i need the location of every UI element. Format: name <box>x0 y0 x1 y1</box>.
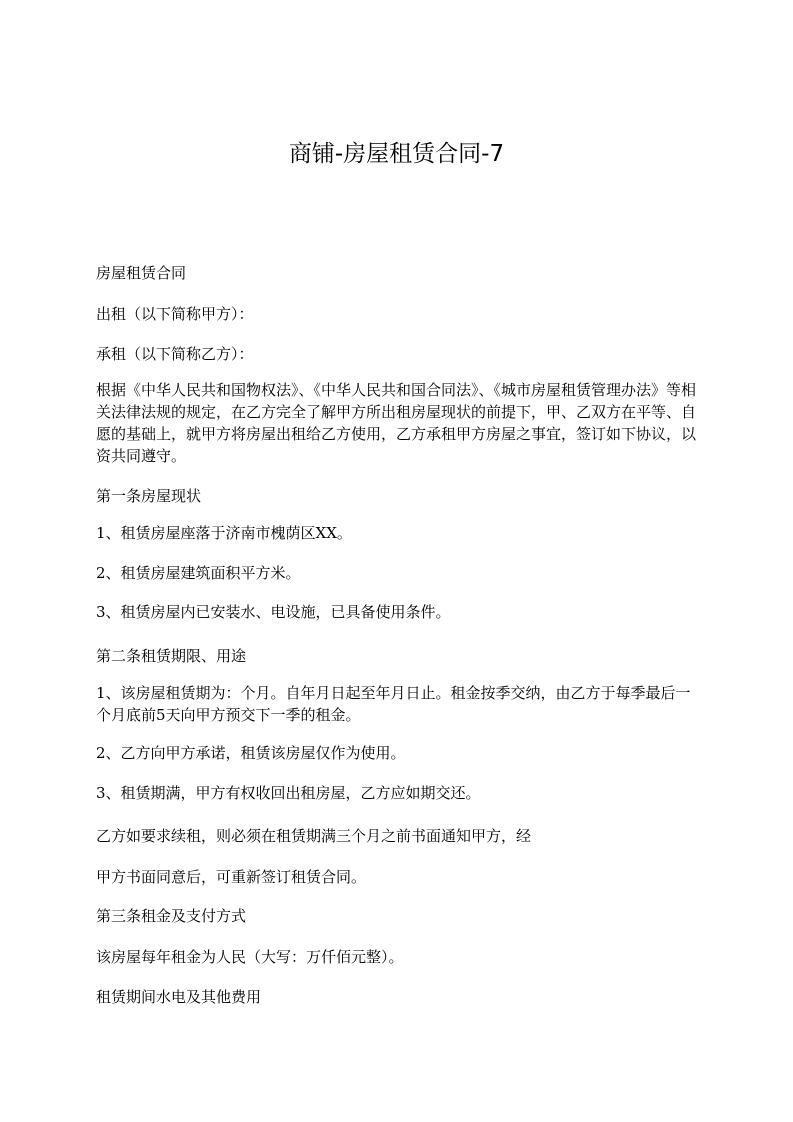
paragraph-1-3: 3、租赁房屋内已安装水、电设施，已具备使用条件。 <box>96 603 451 621</box>
paragraph-2-1: 1、该房屋租赁期为：个月。自年月日起至年月日止。租金按季交纳，由乙方于每季最后一个月底前5天向甲方预交下一季的租金。 <box>96 684 691 724</box>
paragraph-preamble: 根据《中华人民共和国物权法》、《中华人民共和国合同法》、《城市房屋租赁管理办法》等相关法律法规的规定，在乙方完全了解甲方所出租房屋现状的前提下，甲、乙双方在平等、自愿的基础上，就甲方将房屋出租给乙方使用，乙方承租甲方房屋之事宜，签订如下协议，以资共同遵守。 <box>96 381 697 465</box>
section-heading-1: 第一条房屋现状 <box>96 487 202 505</box>
document-title: 商铺-房屋租赁合同-7 <box>288 141 505 167</box>
paragraph-3-2: 租赁期间水电及其他费用 <box>96 988 262 1006</box>
paragraph-1-1: 1、租赁房屋座落于济南市槐荫区XX。 <box>96 524 352 542</box>
paragraph-2-3: 3、租赁期满，甲方有权收回出租房屋，乙方应如期交还。 <box>96 784 481 802</box>
section-heading-2: 第二条租赁期限、用途 <box>96 647 247 665</box>
paragraph-contract-heading: 房屋租赁合同 <box>96 264 187 282</box>
paragraph-1-2: 2、租赁房屋建筑面积平方米。 <box>96 564 301 582</box>
paragraph-3-1: 该房屋每年租金为人民（大写：万仟佰元整）。 <box>96 948 404 966</box>
paragraph-2-2: 2、乙方向甲方承诺，租赁该房屋仅作为使用。 <box>96 744 406 762</box>
paragraph-lessor: 出租（以下简称甲方）： <box>96 305 254 323</box>
paragraph-lessee: 承租（以下简称乙方）： <box>96 345 254 363</box>
paragraph-renewal-part1: 乙方如要求续租，则必须在租赁期满三个月之前书面通知甲方，经 <box>96 827 532 845</box>
paragraph-renewal-part2: 甲方书面同意后，可重新签订租赁合同。 <box>96 868 367 886</box>
section-heading-3: 第三条租金及支付方式 <box>96 907 247 925</box>
